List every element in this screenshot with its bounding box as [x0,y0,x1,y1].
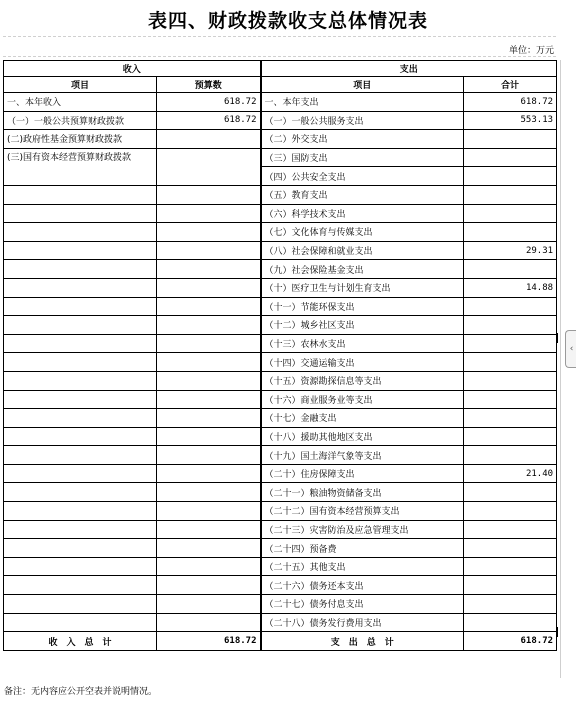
expense-item-cell: （五）教育支出 [261,185,464,204]
expense-value-cell [464,390,557,409]
expense-item-cell: （十六）商业服务业等支出 [261,390,464,409]
expense-item-cell: （二十七）债务付息支出 [261,595,464,614]
table-row [4,409,557,428]
table-row [4,576,557,595]
expense-value-cell [464,316,557,335]
income-empty-cell [4,297,157,316]
income-empty-cell [4,539,157,558]
expense-value-cell: 21.40 [464,464,557,483]
expense-item-cell: （二十）住房保障支出 [261,464,464,483]
expense-item-cell: （十五）资源勘探信息等支出 [261,371,464,390]
income-empty-cell [157,502,261,521]
sheet-edge [560,60,561,678]
table-row [4,353,557,372]
income-value-cell [157,130,261,149]
row-marker [556,627,558,637]
table-row [4,446,557,465]
table-row [4,93,557,112]
table-row [4,260,557,279]
expense-item-cell: （十九）国土海洋气象等支出 [261,446,464,465]
page-title: 表四、财政拨款收支总体情况表 [147,10,428,32]
income-empty-cell [4,334,157,353]
expense-item-cell: （七）文化体育与传媒支出 [261,223,464,242]
expense-value-cell [464,260,557,279]
table-row [4,613,557,632]
income-empty-cell [157,390,261,409]
income-empty-cell [157,613,261,632]
expense-value-cell [464,371,557,390]
expense-value-cell [464,446,557,465]
expense-value-cell [464,557,557,576]
income-empty-cell [157,557,261,576]
income-empty-cell [4,613,157,632]
income-total-label: 收 入 总 计 [4,632,157,651]
income-empty-cell [157,595,261,614]
income-empty-cell [4,371,157,390]
expense-item-cell: （二十五）其他支出 [261,557,464,576]
table-row [4,539,557,558]
income-empty-cell [4,502,157,521]
income-empty-cell [157,427,261,446]
table-row [4,390,557,409]
expense-total-value: 618.72 [464,632,557,651]
expense-item-cell: （九）社会保险基金支出 [261,260,464,279]
row-marker [556,333,558,343]
expense-item-cell: （十八）援助其他地区支出 [261,427,464,446]
finance-table [3,60,557,651]
unit-label: 单位：万元 [508,46,554,56]
section-header-row [4,61,557,77]
income-empty-cell [157,446,261,465]
income-empty-cell [157,520,261,539]
income-empty-cell [4,353,157,372]
table-row [4,371,557,390]
expense-value-cell [464,167,557,186]
table-row [4,297,557,316]
total-row [4,632,557,651]
expense-value-cell [464,148,557,167]
income-empty-cell [157,334,261,353]
expense-item-cell: （十一）节能环保支出 [261,297,464,316]
income-empty-cell [157,483,261,502]
income-empty-cell [4,446,157,465]
table-row [4,464,557,483]
expense-value-cell: 553.13 [464,111,557,130]
expense-value-cell [464,130,557,149]
table-row [4,427,557,446]
income-empty-cell [157,409,261,428]
expense-item-cell: （二十四）预备费 [261,539,464,558]
budget-header: 预算数 [157,77,261,93]
expense-value-cell [464,297,557,316]
expense-value-cell: 14.88 [464,278,557,297]
table-row [4,130,557,149]
income-empty-cell [4,390,157,409]
table-row [4,111,557,130]
income-empty-cell [4,260,157,279]
income-empty-cell [4,520,157,539]
expense-item-cell: （十）医疗卫生与计划生育支出 [261,278,464,297]
income-empty-cell [157,260,261,279]
sheet-gridline [3,36,556,37]
expense-value-cell [464,483,557,502]
expense-value-cell [464,409,557,428]
expense-value-cell [464,204,557,223]
table-row [4,334,557,353]
expense-item-cell: （二十六）债务还本支出 [261,576,464,595]
income-empty-cell [157,278,261,297]
income-total-value: 618.72 [157,632,261,651]
income-empty-cell [157,297,261,316]
income-value-cell: 618.72 [157,93,261,112]
income-empty-cell [4,483,157,502]
expense-item-cell: （十二）城乡社区支出 [261,316,464,335]
expense-item-cell: （八）社会保障和就业支出 [261,241,464,260]
expense-item-cell: （十七）金融支出 [261,409,464,428]
income-empty-cell [157,223,261,242]
expense-total-label: 支 出 总 计 [261,632,464,651]
expense-item-cell: （二）外交支出 [261,130,464,149]
income-value-cell: 618.72 [157,111,261,130]
income-item-cell: 一、本年收入 [4,93,157,112]
footnote: 备注：无内容应公开空表并说明情况。 [4,687,158,697]
expense-value-cell [464,334,557,353]
expense-item-cell: （四）公共安全支出 [261,167,464,186]
income-empty-cell [4,595,157,614]
income-empty-cell [4,241,157,260]
expense-item-cell: （三）国防支出 [261,148,464,167]
sheet-gridline [3,56,556,57]
column-header-row [4,77,557,93]
table-row [4,148,557,167]
expense-value-cell: 29.31 [464,241,557,260]
income-empty-cell [4,204,157,223]
income-empty-cell [157,464,261,483]
income-empty-cell [157,353,261,372]
table-row [4,278,557,297]
income-value-cell [157,148,261,185]
expense-value-cell [464,520,557,539]
income-empty-cell [157,185,261,204]
income-empty-cell [157,204,261,223]
table-row [4,316,557,335]
total-header: 合计 [464,77,557,93]
income-empty-cell [4,223,157,242]
table-row [4,223,557,242]
expense-item-cell: （十四）交通运输支出 [261,353,464,372]
expense-value-cell [464,353,557,372]
expense-value-cell [464,502,557,521]
expense-value-cell [464,576,557,595]
table-row [4,502,557,521]
income-empty-cell [4,316,157,335]
table-row [4,204,557,223]
expense-item-cell: （二十二）国有资本经营预算支出 [261,502,464,521]
income-empty-cell [4,409,157,428]
expense-value-cell [464,185,557,204]
expense-value-cell [464,595,557,614]
expense-item-header: 项目 [261,77,464,93]
table-row [4,483,557,502]
income-item-cell: (二)政府性基金预算财政拨款 [4,130,157,149]
expense-item-cell: （二十八）债务发行费用支出 [261,613,464,632]
expense-value-cell [464,223,557,242]
table-row [4,595,557,614]
expense-value-cell: 618.72 [464,93,557,112]
side-panel-handle[interactable]: ‹ [565,330,576,368]
expense-item-cell: 一、本年支出 [261,93,464,112]
expense-value-cell [464,427,557,446]
income-empty-cell [157,576,261,595]
income-item-cell: (三)国有资本经营预算财政拨款 [4,148,157,185]
income-empty-cell [4,278,157,297]
table-row [4,520,557,539]
income-header: 收入 [4,61,261,77]
income-empty-cell [4,464,157,483]
income-item-header: 项目 [4,77,157,93]
income-empty-cell [157,241,261,260]
table-row [4,557,557,576]
income-item-cell: （一）一般公共预算财政拨款 [4,111,157,130]
expense-item-cell: （六）科学技术支出 [261,204,464,223]
expense-item-cell: （一）一般公共服务支出 [261,111,464,130]
income-empty-cell [157,539,261,558]
income-empty-cell [4,576,157,595]
expense-item-cell: （二十三）灾害防治及应急管理支出 [261,520,464,539]
table-row [4,185,557,204]
income-empty-cell [4,185,157,204]
expense-value-cell [464,613,557,632]
table-row [4,241,557,260]
income-empty-cell [4,557,157,576]
expense-value-cell [464,539,557,558]
expense-item-cell: （十三）农林水支出 [261,334,464,353]
expense-item-cell: （二十一）粮油物资储备支出 [261,483,464,502]
income-empty-cell [157,316,261,335]
income-empty-cell [157,371,261,390]
income-empty-cell [4,427,157,446]
expense-header: 支出 [261,61,557,77]
